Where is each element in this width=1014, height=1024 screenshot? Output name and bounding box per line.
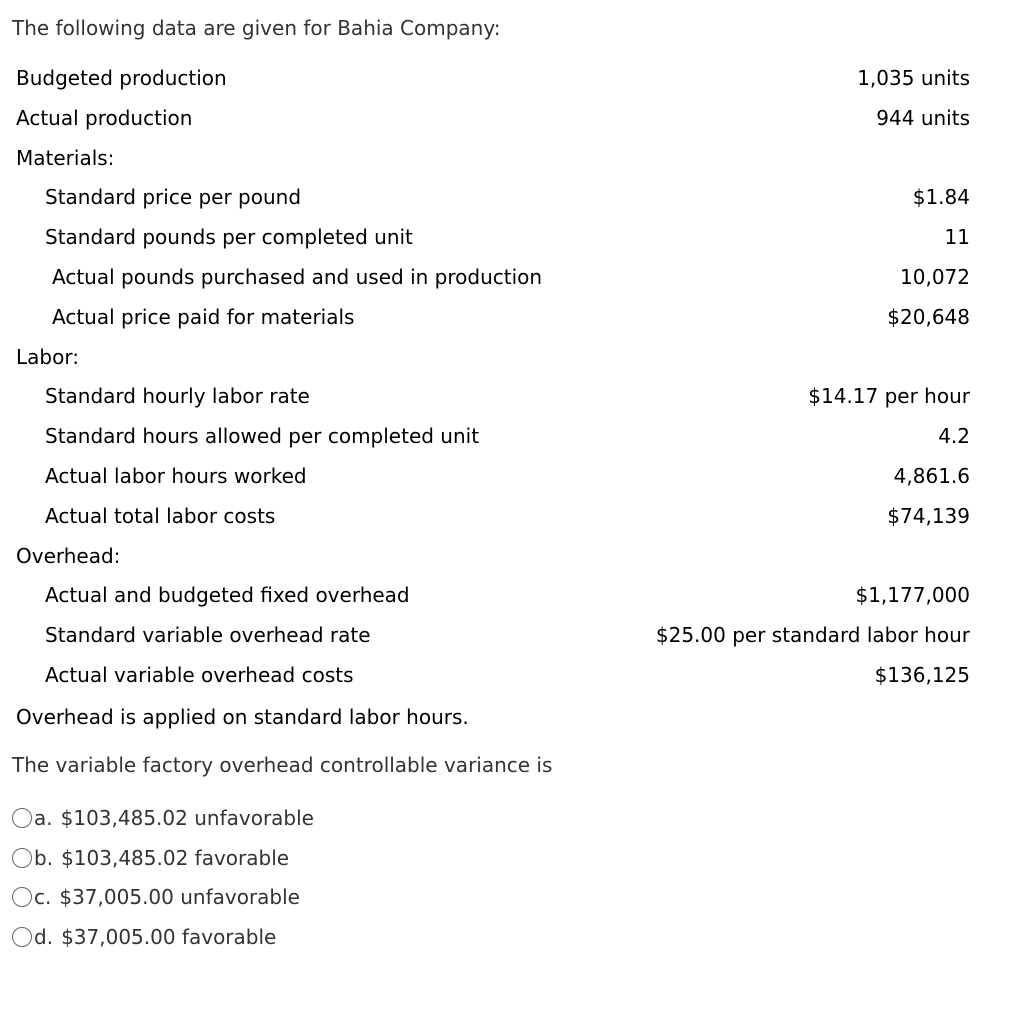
overhead-note: Overhead is applied on standard labor hours. — [16, 705, 469, 729]
option-letter: a. — [34, 805, 53, 830]
row-label: Standard hours allowed per completed unit — [45, 424, 480, 449]
row-label: Standard variable overhead rate — [45, 623, 371, 648]
table-row-fixed-overhead — [0, 575, 1014, 615]
option-a[interactable] — [12, 798, 314, 838]
intro-text: The following data are given for Bahia Company: — [12, 16, 501, 40]
section-header-labor — [0, 337, 1014, 377]
table-row-actual-labor-costs — [0, 496, 1014, 536]
option-letter: b. — [34, 845, 54, 870]
row-value: $14.17 per hour — [808, 384, 970, 409]
data-table — [0, 58, 1014, 695]
section-header-overhead — [0, 536, 1014, 576]
row-value: 11 — [944, 225, 970, 250]
row-value: 1,035 units — [857, 66, 970, 90]
section-label: Labor: — [16, 344, 79, 369]
section-label: Overhead: — [16, 543, 121, 568]
question-text: The variable factory overhead controllable variance is — [12, 753, 553, 777]
row-value: $25.00 per standard labor hour — [655, 623, 970, 648]
row-label: Standard pounds per completed unit — [45, 225, 413, 250]
radio-button-icon[interactable] — [12, 887, 32, 907]
table-row-standard-hours-allowed — [0, 416, 1014, 456]
row-label: Actual labor hours worked — [45, 463, 307, 488]
row-label: Actual price paid for materials — [52, 304, 355, 329]
table-row-actual-variable-overhead — [0, 655, 1014, 695]
option-text: $103,485.02 favorable — [61, 845, 290, 870]
table-row-actual-price-paid — [0, 297, 1014, 337]
table-row-actual-pounds-purchased — [0, 257, 1014, 297]
row-label: Actual pounds purchased and used in production — [52, 264, 543, 289]
option-c[interactable] — [12, 878, 314, 918]
table-row-variable-overhead-rate — [0, 615, 1014, 655]
option-d[interactable] — [12, 917, 314, 957]
row-value: $136,125 — [874, 662, 970, 687]
row-label: Actual variable overhead costs — [45, 662, 354, 687]
table-row-standard-price-per-pound — [0, 177, 1014, 217]
option-text: $103,485.02 unfavorable — [60, 805, 314, 830]
row-value: $1,177,000 — [855, 583, 970, 608]
option-letter: c. — [34, 885, 52, 910]
table-row-budgeted-production — [0, 58, 1014, 98]
row-value: 4,861.6 — [893, 463, 970, 488]
option-text: $37,005.00 favorable — [61, 925, 277, 950]
radio-button-icon[interactable] — [12, 848, 32, 868]
row-label: Standard price per pound — [45, 185, 302, 210]
option-letter: d. — [34, 925, 54, 950]
option-b[interactable] — [12, 838, 314, 878]
row-label: Budgeted production — [16, 66, 227, 90]
row-value: 10,072 — [900, 264, 970, 289]
table-row-actual-labor-hours — [0, 456, 1014, 496]
table-row-standard-pounds-per-unit — [0, 217, 1014, 257]
section-header-materials — [0, 138, 1014, 178]
row-value: $74,139 — [887, 503, 970, 528]
row-label: Actual total labor costs — [45, 503, 276, 528]
table-row-actual-production — [0, 98, 1014, 138]
row-label: Actual and budgeted fixed overhead — [45, 583, 410, 608]
row-value: $20,648 — [887, 304, 970, 329]
row-value: 4.2 — [938, 424, 970, 449]
row-value: $1.84 — [912, 185, 970, 210]
answer-options — [12, 798, 314, 957]
option-text: $37,005.00 unfavorable — [59, 885, 300, 910]
radio-button-icon[interactable] — [12, 808, 32, 828]
row-value: 944 units — [876, 105, 970, 130]
section-label: Materials: — [16, 145, 115, 170]
row-label: Standard hourly labor rate — [45, 384, 310, 409]
radio-button-icon[interactable] — [12, 927, 32, 947]
table-row-standard-hourly-rate — [0, 376, 1014, 416]
row-label: Actual production — [16, 105, 193, 130]
